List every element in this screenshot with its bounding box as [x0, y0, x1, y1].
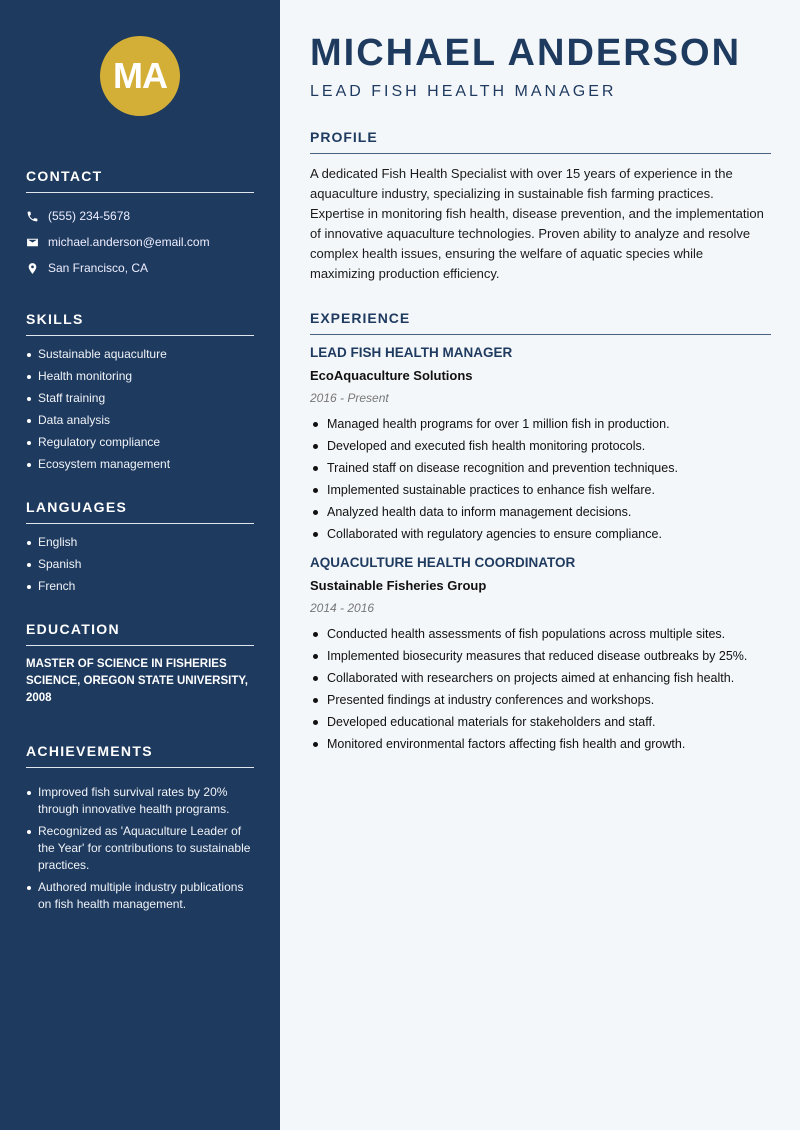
job-title: AQUACULTURE HEALTH COORDINATOR [310, 555, 576, 570]
skills-section [26, 311, 254, 473]
contact-email [26, 229, 254, 255]
education-text: MASTER OF SCIENCE IN FISHERIES SCIENCE, OREGON STATE UNIVERSITY, 2008 [26, 658, 248, 704]
skill-item: Staff training [26, 390, 254, 407]
location-pin-icon [26, 262, 39, 275]
phone-icon [26, 210, 39, 223]
main-content [310, 0, 771, 755]
location-text: San Francisco, CA [48, 261, 149, 275]
candidate-title: LEAD FISH HEALTH MANAGER [310, 83, 617, 100]
achievement-item: Authored multiple industry publications on fish health management. [26, 879, 254, 913]
email-text[interactable]: michael.anderson@email.com [48, 235, 210, 249]
skills-heading: SKILLS [26, 311, 254, 336]
contact-location [26, 255, 254, 281]
skill-item: Regulatory compliance [26, 434, 254, 451]
language-item: English [26, 534, 254, 551]
profile-section [310, 129, 771, 284]
job-entry [310, 555, 771, 755]
language-item: French [26, 578, 254, 595]
job-bullet: Developed and executed fish health monitoring protocols. [310, 435, 771, 457]
achievements-section [26, 743, 254, 913]
education-section [26, 621, 254, 707]
experience-heading: EXPERIENCE [310, 310, 771, 335]
languages-section [26, 499, 254, 595]
achievement-item: Improved fish survival rates by 20% through innovative health programs. [26, 784, 254, 818]
skill-item: Data analysis [26, 412, 254, 429]
phone-text: (555) 234-5678 [48, 209, 131, 223]
job-bullet: Conducted health assessments of fish populations across multiple sites. [310, 623, 771, 645]
job-bullet: Trained staff on disease recognition and prevention techniques. [310, 457, 771, 479]
job-bullet: Monitored environmental factors affecting fish health and growth. [310, 733, 771, 755]
education-heading: EDUCATION [26, 621, 254, 646]
languages-heading: LANGUAGES [26, 499, 254, 524]
avatar: MA [100, 36, 180, 116]
job-bullet: Implemented sustainable practices to enhance fish welfare. [310, 479, 771, 501]
job-bullet: Analyzed health data to inform management decisions. [310, 501, 771, 523]
job-bullet: Implemented biosecurity measures that reduced disease outbreaks by 25%. [310, 645, 771, 667]
skill-item: Ecosystem management [26, 456, 254, 473]
profile-text: A dedicated Fish Health Specialist with over 15 years of experience in the aquaculture industry, specializing in sustainable fish farming practices. Expertise in monitoring fish health, disease prevention, and the implementation of innovative aquaculture technologies. Proven ability to analyze and resolve complex health issues, ensuring the welfare of aquatic species while maximizing production efficiency. [310, 166, 764, 281]
job-bullet: Managed health programs for over 1 million fish in production. [310, 413, 771, 435]
contact-section [26, 168, 254, 281]
profile-heading: PROFILE [310, 129, 771, 154]
job-company: EcoAquaculture Solutions [310, 368, 473, 383]
job-bullet: Collaborated with researchers on projects aimed at enhancing fish health. [310, 667, 771, 689]
job-dates: 2014 - 2016 [310, 601, 375, 615]
job-bullet: Developed educational materials for stakeholders and staff. [310, 711, 771, 733]
job-bullet: Collaborated with regulatory agencies to ensure compliance. [310, 523, 771, 545]
achievement-item: Recognized as 'Aquaculture Leader of the Year' for contributions to sustainable practices. [26, 823, 254, 874]
job-bullet: Presented findings at industry conferences and workshops. [310, 689, 771, 711]
email-icon [26, 236, 39, 249]
achievements-heading: ACHIEVEMENTS [26, 743, 254, 768]
sidebar [0, 0, 280, 1130]
job-title: LEAD FISH HEALTH MANAGER [310, 345, 513, 360]
language-item: Spanish [26, 556, 254, 573]
candidate-name: MICHAEL ANDERSON [310, 32, 742, 74]
job-company: Sustainable Fisheries Group [310, 578, 487, 593]
job-entry [310, 345, 771, 545]
skill-item: Sustainable aquaculture [26, 346, 254, 363]
contact-heading: CONTACT [26, 168, 254, 193]
job-dates: 2016 - Present [310, 391, 389, 405]
skill-item: Health monitoring [26, 368, 254, 385]
contact-phone [26, 203, 254, 229]
experience-section [310, 310, 771, 755]
